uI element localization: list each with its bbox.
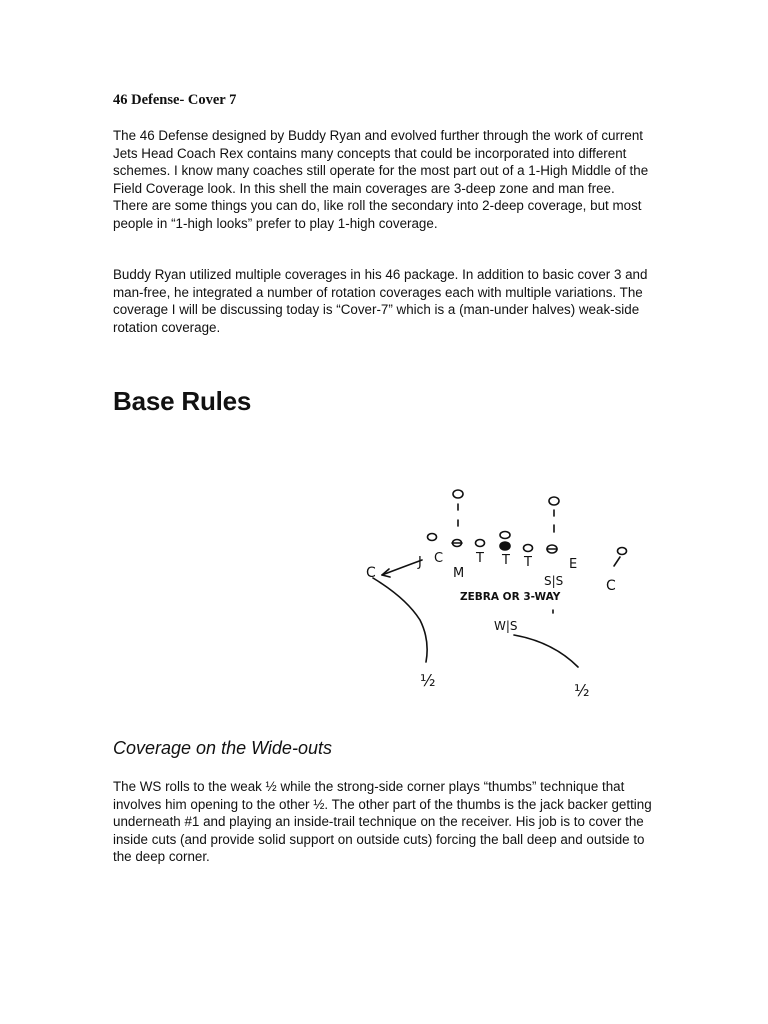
weak-half-route <box>373 578 427 662</box>
jack-label: J <box>418 555 422 570</box>
deep-back-marker-right <box>549 497 559 505</box>
half-left-label: ½ <box>420 671 436 690</box>
corner-label: C <box>434 551 444 566</box>
strong-half-route <box>514 635 578 667</box>
weak-safety-label: W|S <box>494 619 518 633</box>
strong-safety-label: S|S <box>544 574 564 588</box>
lineman-marker-1 <box>428 534 437 541</box>
intro-paragraph-2: Buddy Ryan utilized multiple coverages in his 46 package. In addition to basic cover 3 and man-free, he integrated a number of rotation coverages each with multiple variations. The coverage I will be discussing today is “Cover-7” which is a (man-under halves) weak-side rotation coverage. <box>113 267 648 335</box>
document-title: 46 Defense- Cover 7 <box>113 92 237 108</box>
receiver-marker-right <box>618 548 627 555</box>
jack-arrow <box>382 560 422 575</box>
sub-heading-wide-outs: Coverage on the Wide-outs <box>113 738 332 758</box>
center-marker <box>500 532 510 539</box>
mike-label: M <box>453 566 465 581</box>
tackle-mid-label: T <box>502 553 510 568</box>
deep-back-marker <box>453 490 463 498</box>
ball-marker <box>500 542 510 550</box>
section-heading-base-rules: Base Rules <box>113 386 252 416</box>
zebra-label: ZEBRA OR 3-WAY <box>460 591 561 603</box>
tackle-right-label: T <box>524 555 532 570</box>
coverage-diagram <box>348 480 648 710</box>
wideouts-paragraph: The WS rolls to the weak ½ while the strong-side corner plays “thumbs” technique that involves him opening to the other ½. The other part of the thumbs is the jack backer getting underneath #1 and playing an inside-trail technique on the receiver. His job is to cover the inside cuts (and provide solid support on outside cuts) forcing the ball deep and outside to the deep corner. <box>113 779 652 864</box>
intro-paragraph-1: The 46 Defense designed by Buddy Ryan and evolved further through the work of current Jets Head Coach Rex contains many concepts that could be incorporated into different schemes. I know many coaches still operate for the most part out of a 1-High Middle of the Field Coverage look. In this shell the main coverages are 3-deep zone and man free. There are some things you can do, like roll the secondary into 2-deep coverage, but most people in “1-high looks” prefer to play 1-high coverage. <box>113 128 649 231</box>
lineman-marker-3 <box>476 540 485 547</box>
coverage-diagram-drawing <box>348 480 648 710</box>
corner-weak-label: C <box>366 565 376 581</box>
lineman-marker-4 <box>524 545 533 552</box>
half-right-label: ½ <box>574 681 590 700</box>
end-label: E <box>569 557 578 572</box>
corner-strong-label: C <box>606 578 616 594</box>
tackle-left-label: T <box>476 551 484 566</box>
